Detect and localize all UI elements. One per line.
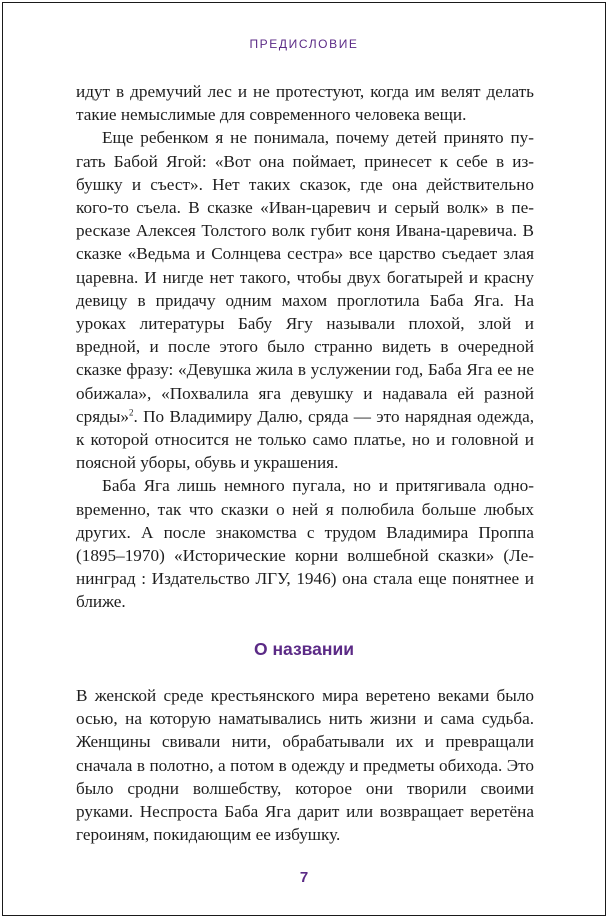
section-paragraph: В женской среде крестьянского мира веретено веками было осью, на которую наматывались нить жизни и сама судьба. Женщины свивали нити, обрабатывали их и превращали сначала в полотно, а потом в одежду и предметы обихода. Это было сродни волшебству, которое они творили своими руками. Неспроста Баба Яга дарит или возвращает веретёна героиням, покидающим ее избушку.: [76, 686, 534, 845]
paragraph-2-tail: . По Владимиру Далю, сряда — это нарядная одежда, к которой относится не только само платье, но и головной и поясной уборы, обувь и украшения.: [76, 406, 534, 473]
paragraph-1: идут в дремучий лес и не протестуют, когда им велят делать такие немыслимые для современного человека вещи.: [76, 82, 534, 125]
page-number: 7: [299, 869, 309, 886]
running-head: ПРЕДИСЛОВИЕ: [249, 37, 359, 51]
paragraph-3: Баба Яга лишь немного пугала, но и притягивала одновременно, так что сказки о ней я полюбила больше любых других. А после знакомства с трудом Владимира Проппа (1895–1970) «Исторические корни волшебной сказки» (Ленинград : Издательство ЛГУ, 1946) она стала еще понятнее и ближе.: [76, 476, 534, 612]
section-text: [76, 684, 534, 846]
footnote-ref[interactable]: 2: [129, 407, 134, 418]
book-page: [2, 2, 606, 916]
section-heading: О названии: [253, 639, 355, 659]
paragraph-2-body: Еще ребенком я не понимала, почему детей принято пугать Бабой Ягой: «Вот она поймает, принесет к себе в избушку и съест». Нет таких сказок, где она действительно кого-то съела. В сказке «Иван-царевич и серый волк» в пересказе Алексея Толстого волк губит коня Ивана-царевича. В сказке «Ведьма и Солнцева сестра» все царство съедает злая царевна. И нигде нет такого, чтобы двух богатырей и красну девицу в придачу одним махом проглотила Баба Яга. На уроках литературы Бабу Ягу называли плохой, злой и вредной, и после этого было странно видеть в очередной сказке фразу: «Девушка жила в услужении год, Баба Яга ее не обижала», «Похвалила яга девушку и надавала ей разной сряды»: [76, 128, 534, 426]
preface-text: [76, 80, 534, 614]
paragraph-2: [76, 126, 534, 474]
